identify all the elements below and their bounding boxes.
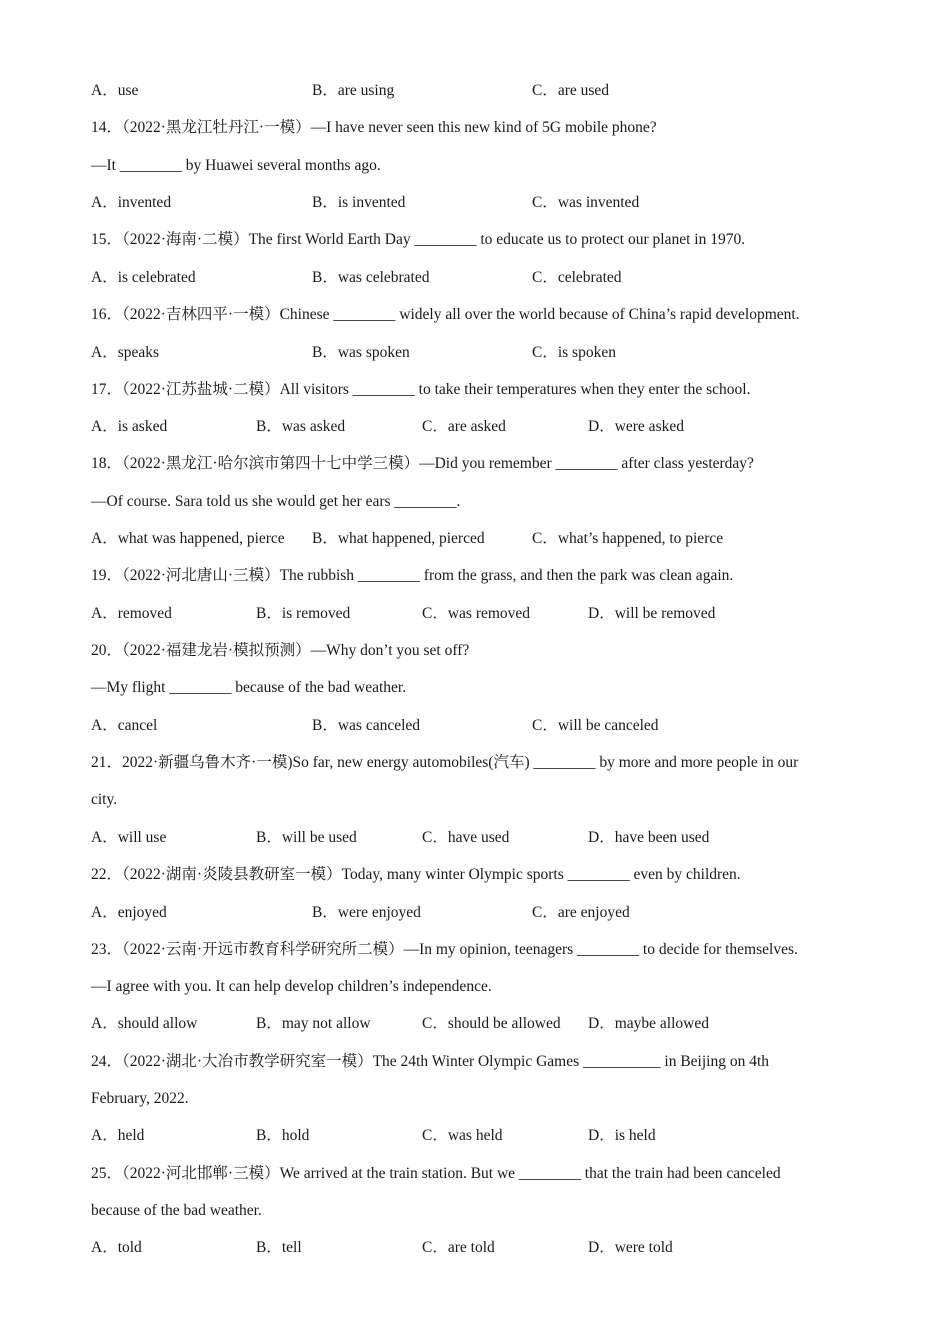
option-a: A．use [91,82,139,99]
question-stem: 16．（2022·吉林四平·一模）Chinese ________ widely all over the world because of China’s rapid development. [91,306,800,323]
option-b: B．will be used [256,829,357,846]
option-d: D．maybe allowed [588,1015,709,1032]
option-b: B．were enjoyed [312,904,421,921]
option-a: A．should allow [91,1015,198,1032]
question-stem: 22．（2022·湖南·炎陵县教研室一模）Today, many winter Olympic sports ________ even by children. [91,866,741,883]
option-c: C．what’s happened, to pierce [532,530,724,547]
option-c: C．was invented [532,194,640,211]
option-d: D．have been used [588,829,710,846]
question-stem: 23．（2022·云南·开远市教育科学研究所二模）—In my opinion, teenagers ________ to decide for themselves. [91,941,798,958]
question-stem: 21．2022·新疆乌鲁木齐·一模)So far, new energy automobiles(汽车) ________ by more and more people in our [91,754,799,771]
option-b: B．is invented [312,194,406,211]
option-c: C．will be canceled [532,717,659,734]
option-a: A．will use [91,829,167,846]
option-a: A．held [91,1127,145,1144]
option-c: C．are enjoyed [532,904,630,921]
option-c: C．are told [422,1239,495,1256]
option-b: B．tell [256,1239,302,1256]
question-stem: —It ________ by Huawei several months ago. [91,157,381,174]
option-a: A．removed [91,605,172,622]
option-b: B．was asked [256,418,346,435]
option-a: A．is celebrated [91,269,196,286]
option-b: B．hold [256,1127,310,1144]
option-c: C．should be allowed [422,1015,561,1032]
question-stem: 14．（2022·黑龙江牡丹江·一模）—I have never seen this new kind of 5G mobile phone? [91,119,657,136]
option-d: D．will be removed [588,605,716,622]
option-a: A．speaks [91,344,160,361]
question-stem: because of the bad weather. [91,1202,262,1219]
option-c: C．is spoken [532,344,616,361]
question-stem: 24．（2022·湖北·大冶市教学研究室一模）The 24th Winter Olympic Games __________ in Beijing on 4th [91,1053,770,1070]
question-stem: 18．（2022·黑龙江·哈尔滨市第四十七中学三模）—Did you remember ________ after class yesterday? [91,455,754,472]
question-stem: —Of course. Sara told us she would get her ears ________. [91,493,461,510]
option-b: B．was canceled [312,717,421,734]
question-stem: February, 2022. [91,1090,189,1107]
option-b: B．is removed [256,605,351,622]
option-c: C．have used [422,829,510,846]
option-b: B．may not allow [256,1015,371,1032]
option-b: B．are using [312,82,395,99]
option-a: A．told [91,1239,142,1256]
option-a: A．invented [91,194,172,211]
option-d: D．were asked [588,418,684,435]
question-stem: —I agree with you. It can help develop children’s independence. [91,978,492,995]
question-stem: city. [91,791,118,808]
option-c: C．are asked [422,418,506,435]
option-a: A．what was happened, pierce [91,530,285,547]
option-c: C．was held [422,1127,503,1144]
question-stem: 20．（2022·福建龙岩·模拟预测）—Why don’t you set off? [91,642,470,659]
option-b: B．was celebrated [312,269,430,286]
option-d: D．were told [588,1239,673,1256]
question-stem: 19．（2022·河北唐山·三模）The rubbish ________ from the grass, and then the park was clean again. [91,567,734,584]
question-stem: 15．（2022·海南·二模）The first World Earth Day ________ to educate us to protect our planet in 1970. [91,231,746,248]
option-c: C．was removed [422,605,531,622]
question-stem: 25．（2022·河北邯郸·三模）We arrived at the train station. But we ________ that the train had been canceled [91,1165,781,1182]
option-c: C．are used [532,82,610,99]
option-d: D．is held [588,1127,656,1144]
option-c: C．celebrated [532,269,622,286]
option-a: A．is asked [91,418,168,435]
option-a: A．cancel [91,717,158,734]
option-a: A．enjoyed [91,904,167,921]
option-b: B．what happened, pierced [312,530,485,547]
question-stem: 17．（2022·江苏盐城·二模）All visitors ________ to take their temperatures when they enter the school. [91,381,751,398]
option-b: B．was spoken [312,344,410,361]
question-stem: —My flight ________ because of the bad weather. [91,679,407,696]
